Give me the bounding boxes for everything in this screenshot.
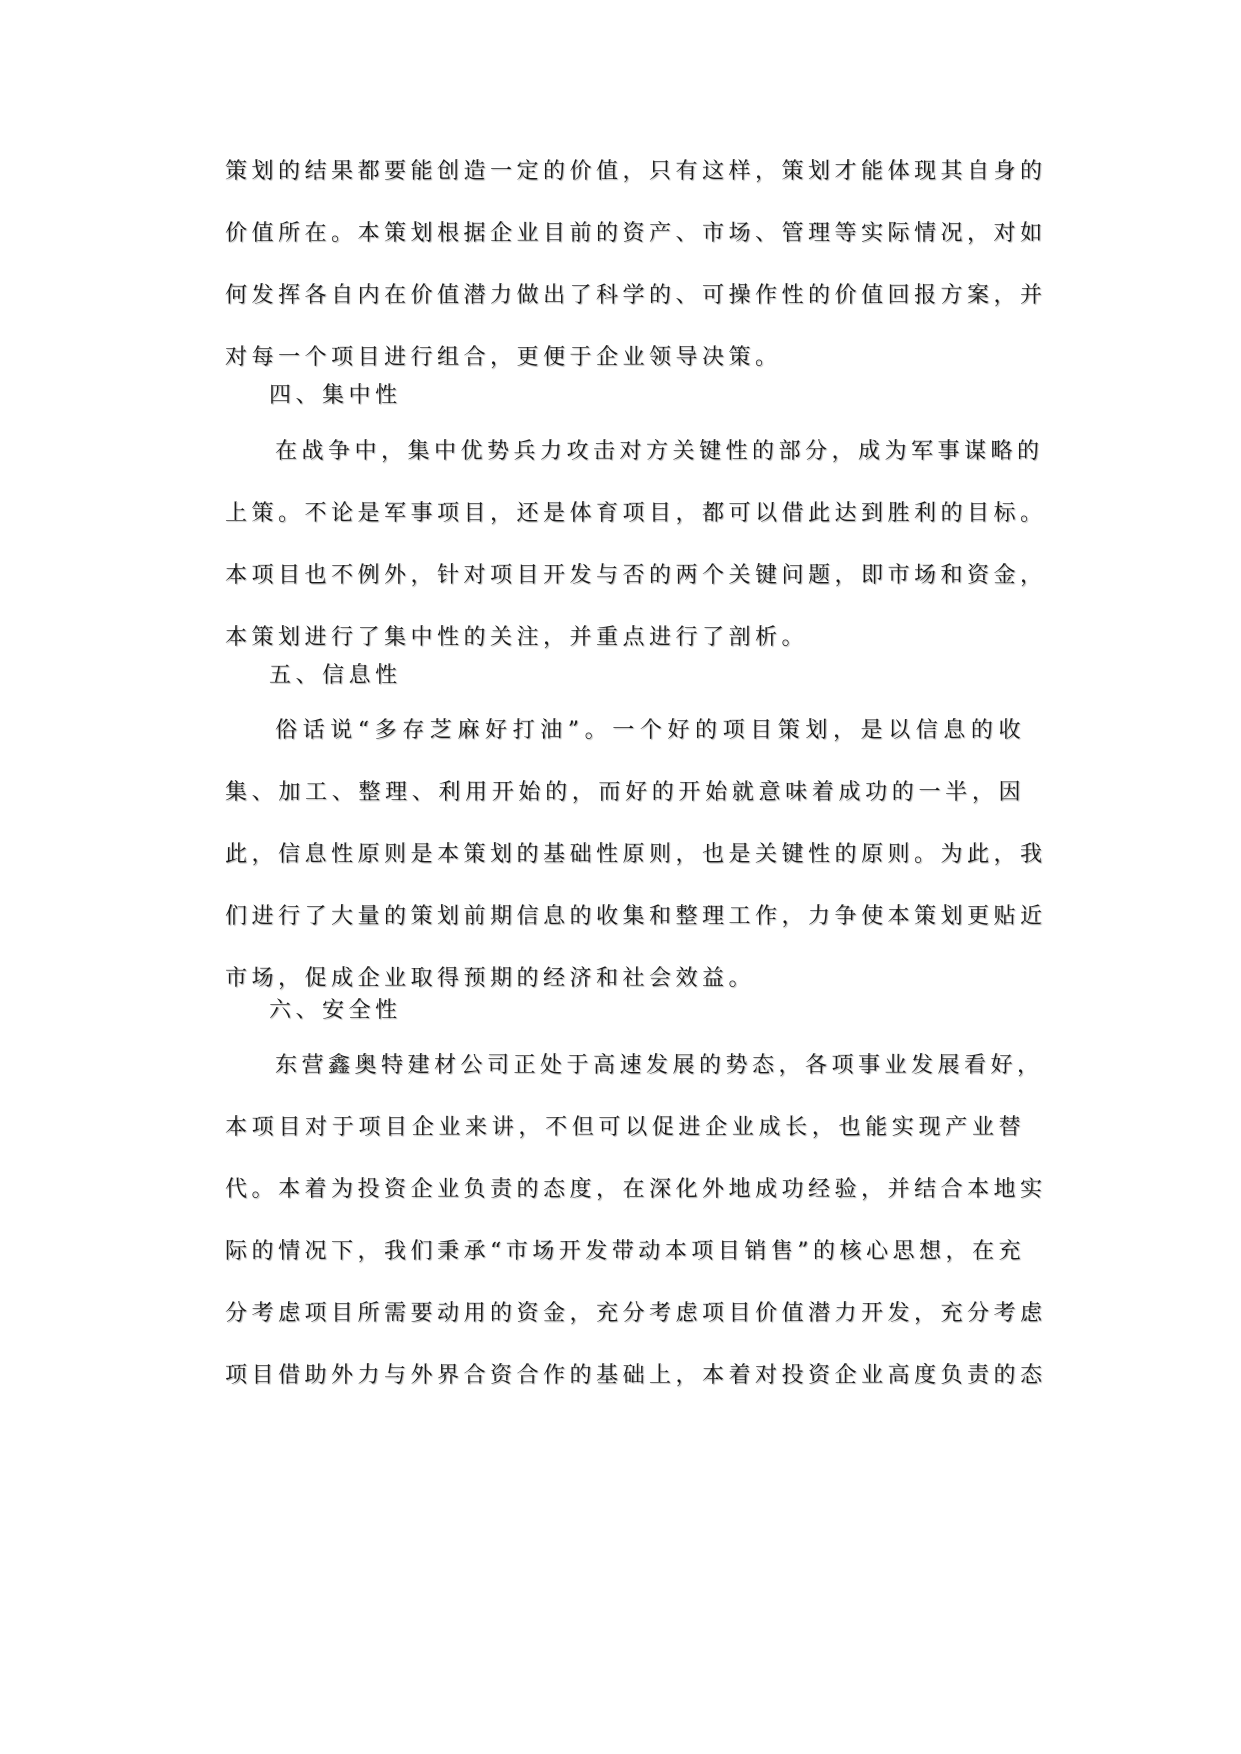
- text-line: 策划的结果都要能创造一定的价值，只有这样，策划才能体现其自身的: [225, 159, 1047, 184]
- text-line: 上策。不论是军事项目，还是体育项目，都可以借此达到胜利的目标。: [225, 501, 1047, 526]
- text-line: 俗话说“多存芝麻好打油”。一个好的项目策划，是以信息的收: [275, 718, 1025, 743]
- text-line: 市场，促成企业取得预期的经济和社会效益。: [225, 966, 756, 991]
- section-heading: 六、安全性: [269, 998, 402, 1023]
- text-line: 本策划进行了集中性的关注，并重点进行了剖析。: [225, 625, 809, 650]
- text-line: 在战争中，集中优势兵力攻击对方关键性的部分，成为军事谋略的: [275, 439, 1044, 464]
- text-line: 何发挥各自内在价值潜力做出了科学的、可操作性的价值回报方案，并: [225, 283, 1047, 308]
- text-line: 此，信息性原则是本策划的基础性原则，也是关键性的原则。为此，我: [225, 842, 1047, 867]
- text-line: 项目借助外力与外界合资合作的基础上，本着对投资企业高度负责的态: [225, 1363, 1047, 1388]
- paragraph-value-creation: [225, 141, 1047, 389]
- text-line: 本项目对于项目企业来讲，不但可以促进企业成长，也能实现产业替: [225, 1115, 1025, 1140]
- text-line: 集、加工、整理、利用开始的，而好的开始就意味着成功的一半，因: [225, 780, 1025, 805]
- section-heading-information: [225, 645, 1025, 707]
- text-line: 们进行了大量的策划前期信息的收集和整理工作，力争使本策划更贴近: [225, 904, 1047, 929]
- paragraph-concentration: [225, 421, 1047, 669]
- text-line: 代。本着为投资企业负责的态度，在深化外地成功经验，并结合本地实: [225, 1177, 1047, 1202]
- paragraph-information: [225, 700, 1047, 1010]
- section-heading-concentration: [225, 365, 1025, 427]
- text-line: 价值所在。本策划根据企业目前的资产、市场、管理等实际情况，对如: [225, 221, 1047, 246]
- text-line: 际的情况下，我们秉承“市场开发带动本项目销售”的核心思想，在充: [225, 1239, 1025, 1264]
- section-heading: 四、集中性: [269, 383, 402, 408]
- text-line: 分考虑项目所需要动用的资金，充分考虑项目价值潜力开发，充分考虑: [225, 1301, 1047, 1326]
- text-line: 东营鑫奥特建材公司正处于高速发展的势态，各项事业发展看好，: [275, 1053, 1044, 1078]
- text-line: 本项目也不例外，针对项目开发与否的两个关键问题，即市场和资金，: [225, 563, 1047, 588]
- section-heading-safety: [225, 980, 1025, 1042]
- section-heading: 五、信息性: [269, 663, 402, 688]
- text-line: 对每一个项目进行组合，更便于企业领导决策。: [225, 345, 782, 370]
- paragraph-safety: [225, 1035, 1047, 1407]
